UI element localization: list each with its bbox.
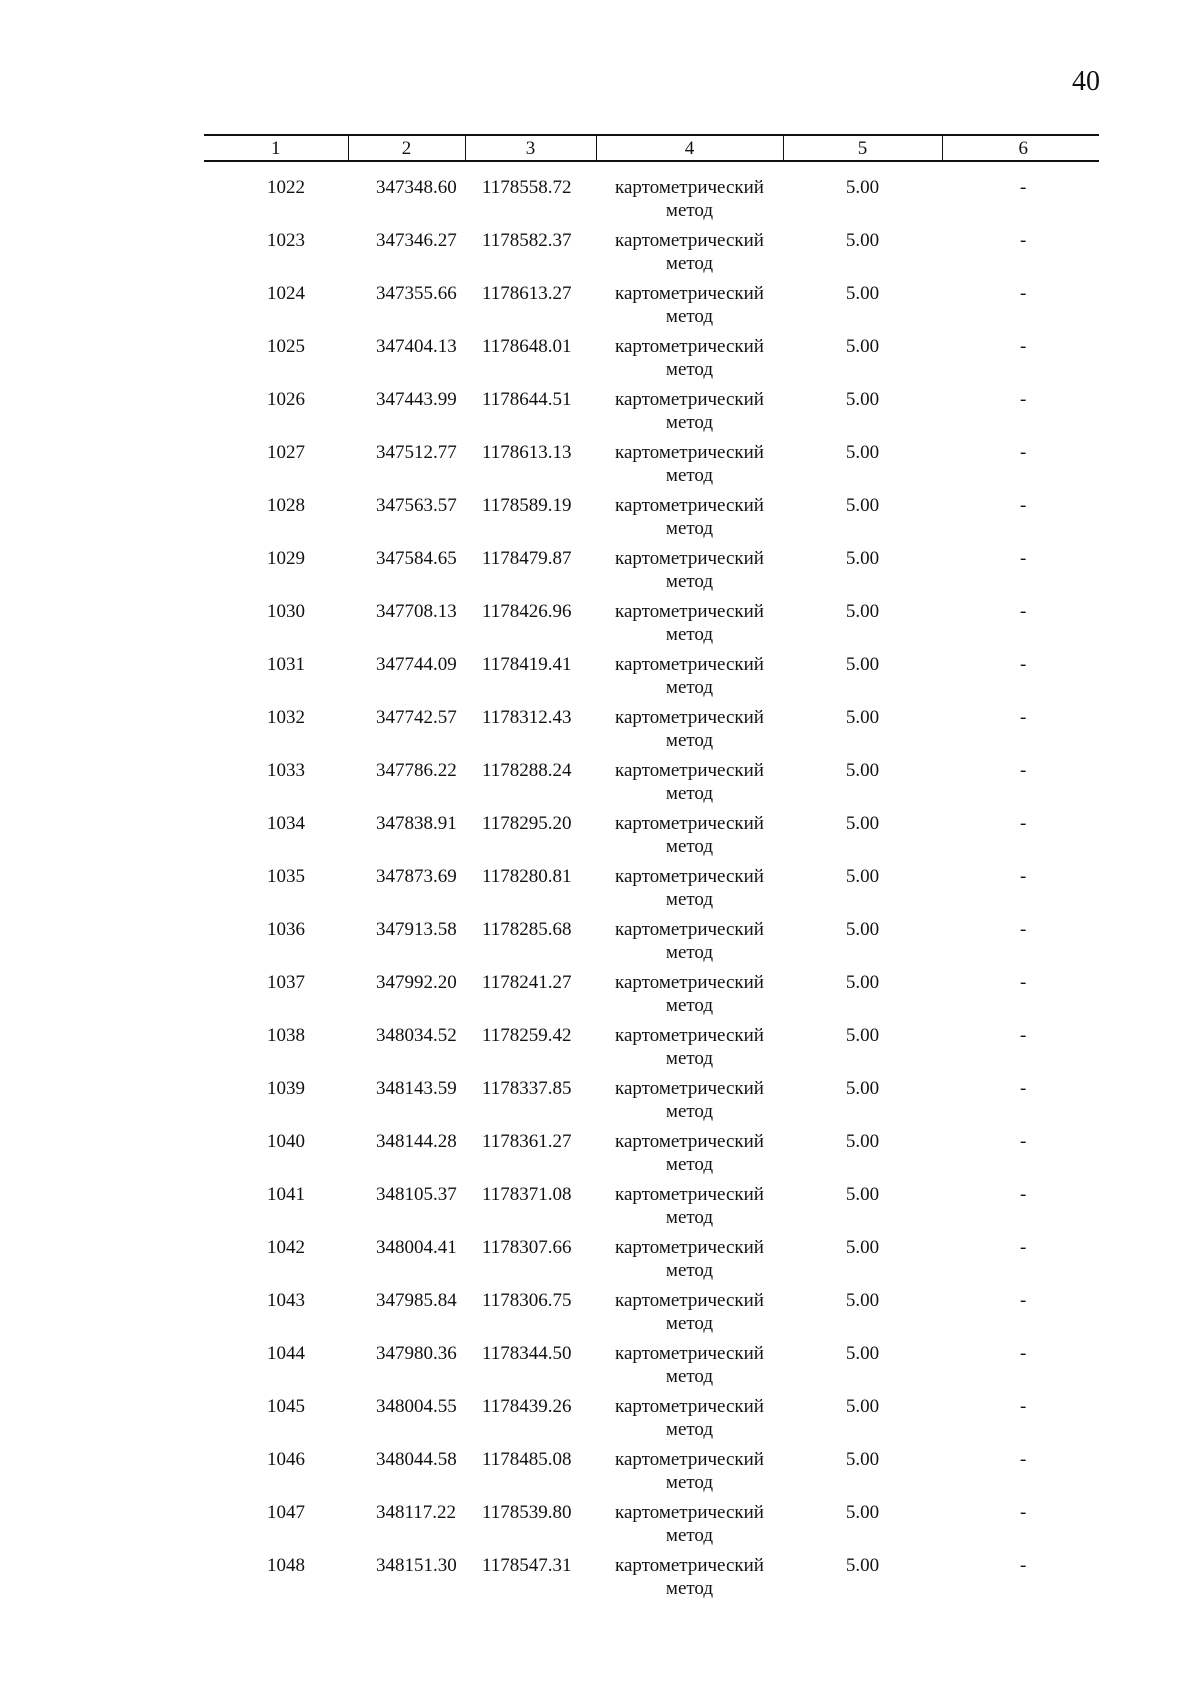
point-number-cell: 1022 [267, 177, 305, 198]
note-cell: - [1020, 389, 1027, 410]
table-header [204, 135, 1099, 161]
point-number-cell: 1025 [267, 336, 305, 357]
x-coordinate-cell: 347563.57 [376, 495, 457, 516]
method-line-1: картометрический [615, 707, 764, 728]
point-number-cell: 1024 [267, 283, 305, 304]
accuracy-cell: 5.00 [845, 1078, 880, 1099]
point-number-cell: 1033 [267, 760, 305, 781]
point-number-cell: 1030 [267, 601, 305, 622]
point-number-cell: 1031 [267, 654, 305, 675]
method-cell [596, 547, 783, 600]
accuracy-cell: 5.00 [845, 1025, 880, 1046]
method-cell [596, 759, 783, 812]
method-line-2: метод [665, 412, 714, 433]
note-cell: - [1020, 813, 1027, 834]
method-cell [596, 918, 783, 971]
accuracy-cell: 5.00 [845, 389, 880, 410]
method-cell [596, 865, 783, 918]
method-cell [596, 706, 783, 759]
method-line-1: картометрический [615, 1131, 764, 1152]
method-cell [596, 1342, 783, 1395]
header-col-6: 6 [942, 135, 1099, 161]
method-line-1: картометрический [615, 548, 764, 569]
table-row [204, 494, 1099, 547]
table-row [204, 865, 1099, 918]
method-line-2: метод [665, 253, 714, 274]
method-line-2: метод [665, 571, 714, 592]
table-row [204, 759, 1099, 812]
table-row [204, 706, 1099, 759]
method-line-2: метод [665, 730, 714, 751]
y-coordinate-cell: 1178288.24 [482, 760, 572, 781]
y-coordinate-cell: 1178539.80 [482, 1502, 572, 1523]
y-coordinate-cell: 1178344.50 [482, 1343, 572, 1364]
accuracy-cell: 5.00 [845, 654, 880, 675]
method-line-2: метод [665, 1260, 714, 1281]
accuracy-cell: 5.00 [845, 919, 880, 940]
point-number-cell: 1046 [267, 1449, 305, 1470]
point-number-cell: 1037 [267, 972, 305, 993]
y-coordinate-cell: 1178648.01 [482, 336, 572, 357]
method-line-2: метод [665, 359, 714, 380]
point-number-cell: 1036 [267, 919, 305, 940]
x-coordinate-cell: 347744.09 [376, 654, 457, 675]
x-coordinate-cell: 347742.57 [376, 707, 457, 728]
accuracy-cell: 5.00 [845, 1290, 880, 1311]
note-cell: - [1020, 654, 1027, 675]
method-line-1: картометрический [615, 177, 764, 198]
point-number-cell: 1034 [267, 813, 305, 834]
method-cell [596, 1024, 783, 1077]
table-row [204, 971, 1099, 1024]
accuracy-cell: 5.00 [845, 972, 880, 993]
accuracy-cell: 5.00 [845, 866, 880, 887]
table-row [204, 388, 1099, 441]
point-number-cell: 1026 [267, 389, 305, 410]
table-row [204, 1183, 1099, 1236]
y-coordinate-cell: 1178295.20 [482, 813, 572, 834]
method-cell [596, 1395, 783, 1448]
method-line-1: картометрический [615, 1290, 764, 1311]
note-cell: - [1020, 1078, 1027, 1099]
note-cell: - [1020, 1025, 1027, 1046]
point-number-cell: 1042 [267, 1237, 305, 1258]
method-line-1: картометрический [615, 813, 764, 834]
method-cell [596, 1289, 783, 1342]
method-line-2: метод [665, 1525, 714, 1546]
method-line-1: картометрический [615, 601, 764, 622]
accuracy-cell: 5.00 [845, 1396, 880, 1417]
note-cell: - [1020, 972, 1027, 993]
method-cell [596, 282, 783, 335]
table-row [204, 335, 1099, 388]
method-line-2: метод [665, 995, 714, 1016]
table-body [204, 161, 1099, 1607]
method-line-1: картометрический [615, 1555, 764, 1576]
note-cell: - [1020, 1449, 1027, 1470]
y-coordinate-cell: 1178613.27 [482, 283, 572, 304]
x-coordinate-cell: 347838.91 [376, 813, 457, 834]
accuracy-cell: 5.00 [845, 1555, 880, 1576]
table-row [204, 1289, 1099, 1342]
table-row [204, 1448, 1099, 1501]
method-line-1: картометрический [615, 1184, 764, 1205]
table-row [204, 812, 1099, 865]
y-coordinate-cell: 1178426.96 [482, 601, 572, 622]
method-line-1: картометрический [615, 760, 764, 781]
note-cell: - [1020, 1237, 1027, 1258]
method-cell [596, 388, 783, 441]
y-coordinate-cell: 1178558.72 [482, 177, 572, 198]
x-coordinate-cell: 348004.55 [376, 1396, 457, 1417]
method-line-1: картометрический [615, 1237, 764, 1258]
table-row [204, 282, 1099, 335]
method-line-1: картометрический [615, 283, 764, 304]
method-line-2: метод [665, 306, 714, 327]
y-coordinate-cell: 1178439.26 [482, 1396, 572, 1417]
accuracy-cell: 5.00 [845, 548, 880, 569]
method-line-1: картометрический [615, 230, 764, 251]
method-line-1: картометрический [615, 442, 764, 463]
method-line-1: картометрический [615, 495, 764, 516]
note-cell: - [1020, 1290, 1027, 1311]
point-number-cell: 1035 [267, 866, 305, 887]
table-row [204, 918, 1099, 971]
method-line-1: картометрический [615, 1396, 764, 1417]
note-cell: - [1020, 1131, 1027, 1152]
note-cell: - [1020, 1343, 1027, 1364]
header-col-5: 5 [783, 135, 942, 161]
point-number-cell: 1040 [267, 1131, 305, 1152]
note-cell: - [1020, 495, 1027, 516]
note-cell: - [1020, 336, 1027, 357]
note-cell: - [1020, 707, 1027, 728]
accuracy-cell: 5.00 [845, 336, 880, 357]
point-number-cell: 1032 [267, 707, 305, 728]
method-line-1: картометрический [615, 389, 764, 410]
method-cell [596, 600, 783, 653]
accuracy-cell: 5.00 [845, 283, 880, 304]
note-cell: - [1020, 283, 1027, 304]
note-cell: - [1020, 919, 1027, 940]
accuracy-cell: 5.00 [845, 1184, 880, 1205]
point-number-cell: 1027 [267, 442, 305, 463]
accuracy-cell: 5.00 [845, 442, 880, 463]
method-cell [596, 494, 783, 547]
y-coordinate-cell: 1178280.81 [482, 866, 572, 887]
method-cell [596, 1077, 783, 1130]
method-cell [596, 161, 783, 229]
y-coordinate-cell: 1178371.08 [482, 1184, 572, 1205]
accuracy-cell: 5.00 [845, 1449, 880, 1470]
x-coordinate-cell: 347786.22 [376, 760, 457, 781]
note-cell: - [1020, 601, 1027, 622]
note-cell: - [1020, 230, 1027, 251]
table-row [204, 653, 1099, 706]
accuracy-cell: 5.00 [845, 1502, 880, 1523]
method-line-1: картометрический [615, 336, 764, 357]
method-line-2: метод [665, 836, 714, 857]
method-cell [596, 1183, 783, 1236]
x-coordinate-cell: 347980.36 [376, 1343, 457, 1364]
method-line-2: метод [665, 518, 714, 539]
point-number-cell: 1038 [267, 1025, 305, 1046]
table-row [204, 1077, 1099, 1130]
point-number-cell: 1041 [267, 1184, 305, 1205]
note-cell: - [1020, 442, 1027, 463]
note-cell: - [1020, 760, 1027, 781]
accuracy-cell: 5.00 [845, 1131, 880, 1152]
method-cell [596, 812, 783, 865]
method-line-2: метод [665, 1154, 714, 1175]
method-line-2: метод [665, 889, 714, 910]
method-line-1: картометрический [615, 866, 764, 887]
point-number-cell: 1039 [267, 1078, 305, 1099]
method-line-2: метод [665, 1313, 714, 1334]
y-coordinate-cell: 1178644.51 [482, 389, 572, 410]
header-col-2: 2 [348, 135, 465, 161]
y-coordinate-cell: 1178307.66 [482, 1237, 572, 1258]
y-coordinate-cell: 1178485.08 [482, 1449, 572, 1470]
method-line-2: метод [665, 783, 714, 804]
x-coordinate-cell: 347992.20 [376, 972, 457, 993]
point-number-cell: 1047 [267, 1502, 305, 1523]
point-number-cell: 1028 [267, 495, 305, 516]
table-row [204, 161, 1099, 229]
y-coordinate-cell: 1178285.68 [482, 919, 572, 940]
accuracy-cell: 5.00 [845, 813, 880, 834]
table-row [204, 1024, 1099, 1077]
point-number-cell: 1044 [267, 1343, 305, 1364]
method-line-2: метод [665, 677, 714, 698]
method-cell [596, 1554, 783, 1607]
method-cell [596, 1501, 783, 1554]
point-number-cell: 1029 [267, 548, 305, 569]
method-line-2: метод [665, 465, 714, 486]
point-number-cell: 1048 [267, 1555, 305, 1576]
x-coordinate-cell: 348144.28 [376, 1131, 457, 1152]
header-col-1: 1 [204, 135, 348, 161]
point-number-cell: 1045 [267, 1396, 305, 1417]
y-coordinate-cell: 1178306.75 [482, 1290, 572, 1311]
y-coordinate-cell: 1178547.31 [482, 1555, 572, 1576]
method-line-2: метод [665, 200, 714, 221]
method-cell [596, 335, 783, 388]
y-coordinate-cell: 1178259.42 [482, 1025, 572, 1046]
method-line-1: картометрический [615, 1025, 764, 1046]
accuracy-cell: 5.00 [845, 230, 880, 251]
x-coordinate-cell: 348004.41 [376, 1237, 457, 1258]
x-coordinate-cell: 347348.60 [376, 177, 457, 198]
method-cell [596, 1448, 783, 1501]
accuracy-cell: 5.00 [845, 495, 880, 516]
y-coordinate-cell: 1178589.19 [482, 495, 572, 516]
method-cell [596, 653, 783, 706]
table-row [204, 229, 1099, 282]
table-row [204, 1554, 1099, 1607]
x-coordinate-cell: 348034.52 [376, 1025, 457, 1046]
note-cell: - [1020, 866, 1027, 887]
y-coordinate-cell: 1178582.37 [482, 230, 572, 251]
note-cell: - [1020, 1184, 1027, 1205]
accuracy-cell: 5.00 [845, 1237, 880, 1258]
x-coordinate-cell: 347985.84 [376, 1290, 457, 1311]
header-col-4: 4 [596, 135, 783, 161]
page-number: 40 [1072, 66, 1100, 97]
x-coordinate-cell: 347355.66 [376, 283, 457, 304]
coordinates-table [204, 134, 1099, 1607]
table-row [204, 1395, 1099, 1448]
x-coordinate-cell: 348117.22 [376, 1502, 457, 1523]
method-cell [596, 229, 783, 282]
table-row [204, 1236, 1099, 1289]
y-coordinate-cell: 1178312.43 [482, 707, 572, 728]
method-line-1: картометрический [615, 654, 764, 675]
x-coordinate-cell: 348044.58 [376, 1449, 457, 1470]
x-coordinate-cell: 347913.58 [376, 919, 457, 940]
method-line-1: картометрический [615, 1078, 764, 1099]
table-row [204, 1130, 1099, 1183]
method-cell [596, 441, 783, 494]
y-coordinate-cell: 1178241.27 [482, 972, 572, 993]
method-line-2: метод [665, 1366, 714, 1387]
accuracy-cell: 5.00 [845, 601, 880, 622]
accuracy-cell: 5.00 [845, 707, 880, 728]
x-coordinate-cell: 348105.37 [376, 1184, 457, 1205]
method-line-2: метод [665, 942, 714, 963]
note-cell: - [1020, 177, 1027, 198]
x-coordinate-cell: 347443.99 [376, 389, 457, 410]
header-row [204, 135, 1099, 161]
x-coordinate-cell: 347346.27 [376, 230, 457, 251]
method-line-2: метод [665, 1207, 714, 1228]
method-line-2: метод [665, 1578, 714, 1599]
accuracy-cell: 5.00 [845, 760, 880, 781]
method-cell [596, 971, 783, 1024]
method-line-1: картометрический [615, 1502, 764, 1523]
method-line-2: метод [665, 1101, 714, 1122]
method-cell [596, 1130, 783, 1183]
x-coordinate-cell: 347584.65 [376, 548, 457, 569]
y-coordinate-cell: 1178419.41 [482, 654, 572, 675]
table-row [204, 441, 1099, 494]
method-line-1: картометрический [615, 919, 764, 940]
method-line-1: картометрический [615, 1449, 764, 1470]
table-row [204, 1342, 1099, 1395]
method-line-2: метод [665, 624, 714, 645]
y-coordinate-cell: 1178337.85 [482, 1078, 572, 1099]
method-line-2: метод [665, 1048, 714, 1069]
note-cell: - [1020, 1502, 1027, 1523]
x-coordinate-cell: 347708.13 [376, 601, 457, 622]
x-coordinate-cell: 347873.69 [376, 866, 457, 887]
coordinates-table-container [204, 134, 1099, 1607]
table-row [204, 1501, 1099, 1554]
method-line-1: картометрический [615, 1343, 764, 1364]
note-cell: - [1020, 1555, 1027, 1576]
header-col-3: 3 [465, 135, 596, 161]
table-row [204, 600, 1099, 653]
y-coordinate-cell: 1178479.87 [482, 548, 572, 569]
method-cell [596, 1236, 783, 1289]
method-line-2: метод [665, 1472, 714, 1493]
point-number-cell: 1043 [267, 1290, 305, 1311]
x-coordinate-cell: 347512.77 [376, 442, 457, 463]
y-coordinate-cell: 1178361.27 [482, 1131, 572, 1152]
y-coordinate-cell: 1178613.13 [482, 442, 572, 463]
method-line-1: картометрический [615, 972, 764, 993]
point-number-cell: 1023 [267, 230, 305, 251]
accuracy-cell: 5.00 [845, 1343, 880, 1364]
x-coordinate-cell: 348143.59 [376, 1078, 457, 1099]
table-row [204, 547, 1099, 600]
note-cell: - [1020, 1396, 1027, 1417]
method-line-2: метод [665, 1419, 714, 1440]
accuracy-cell: 5.00 [845, 177, 880, 198]
note-cell: - [1020, 548, 1027, 569]
x-coordinate-cell: 347404.13 [376, 336, 457, 357]
x-coordinate-cell: 348151.30 [376, 1555, 457, 1576]
